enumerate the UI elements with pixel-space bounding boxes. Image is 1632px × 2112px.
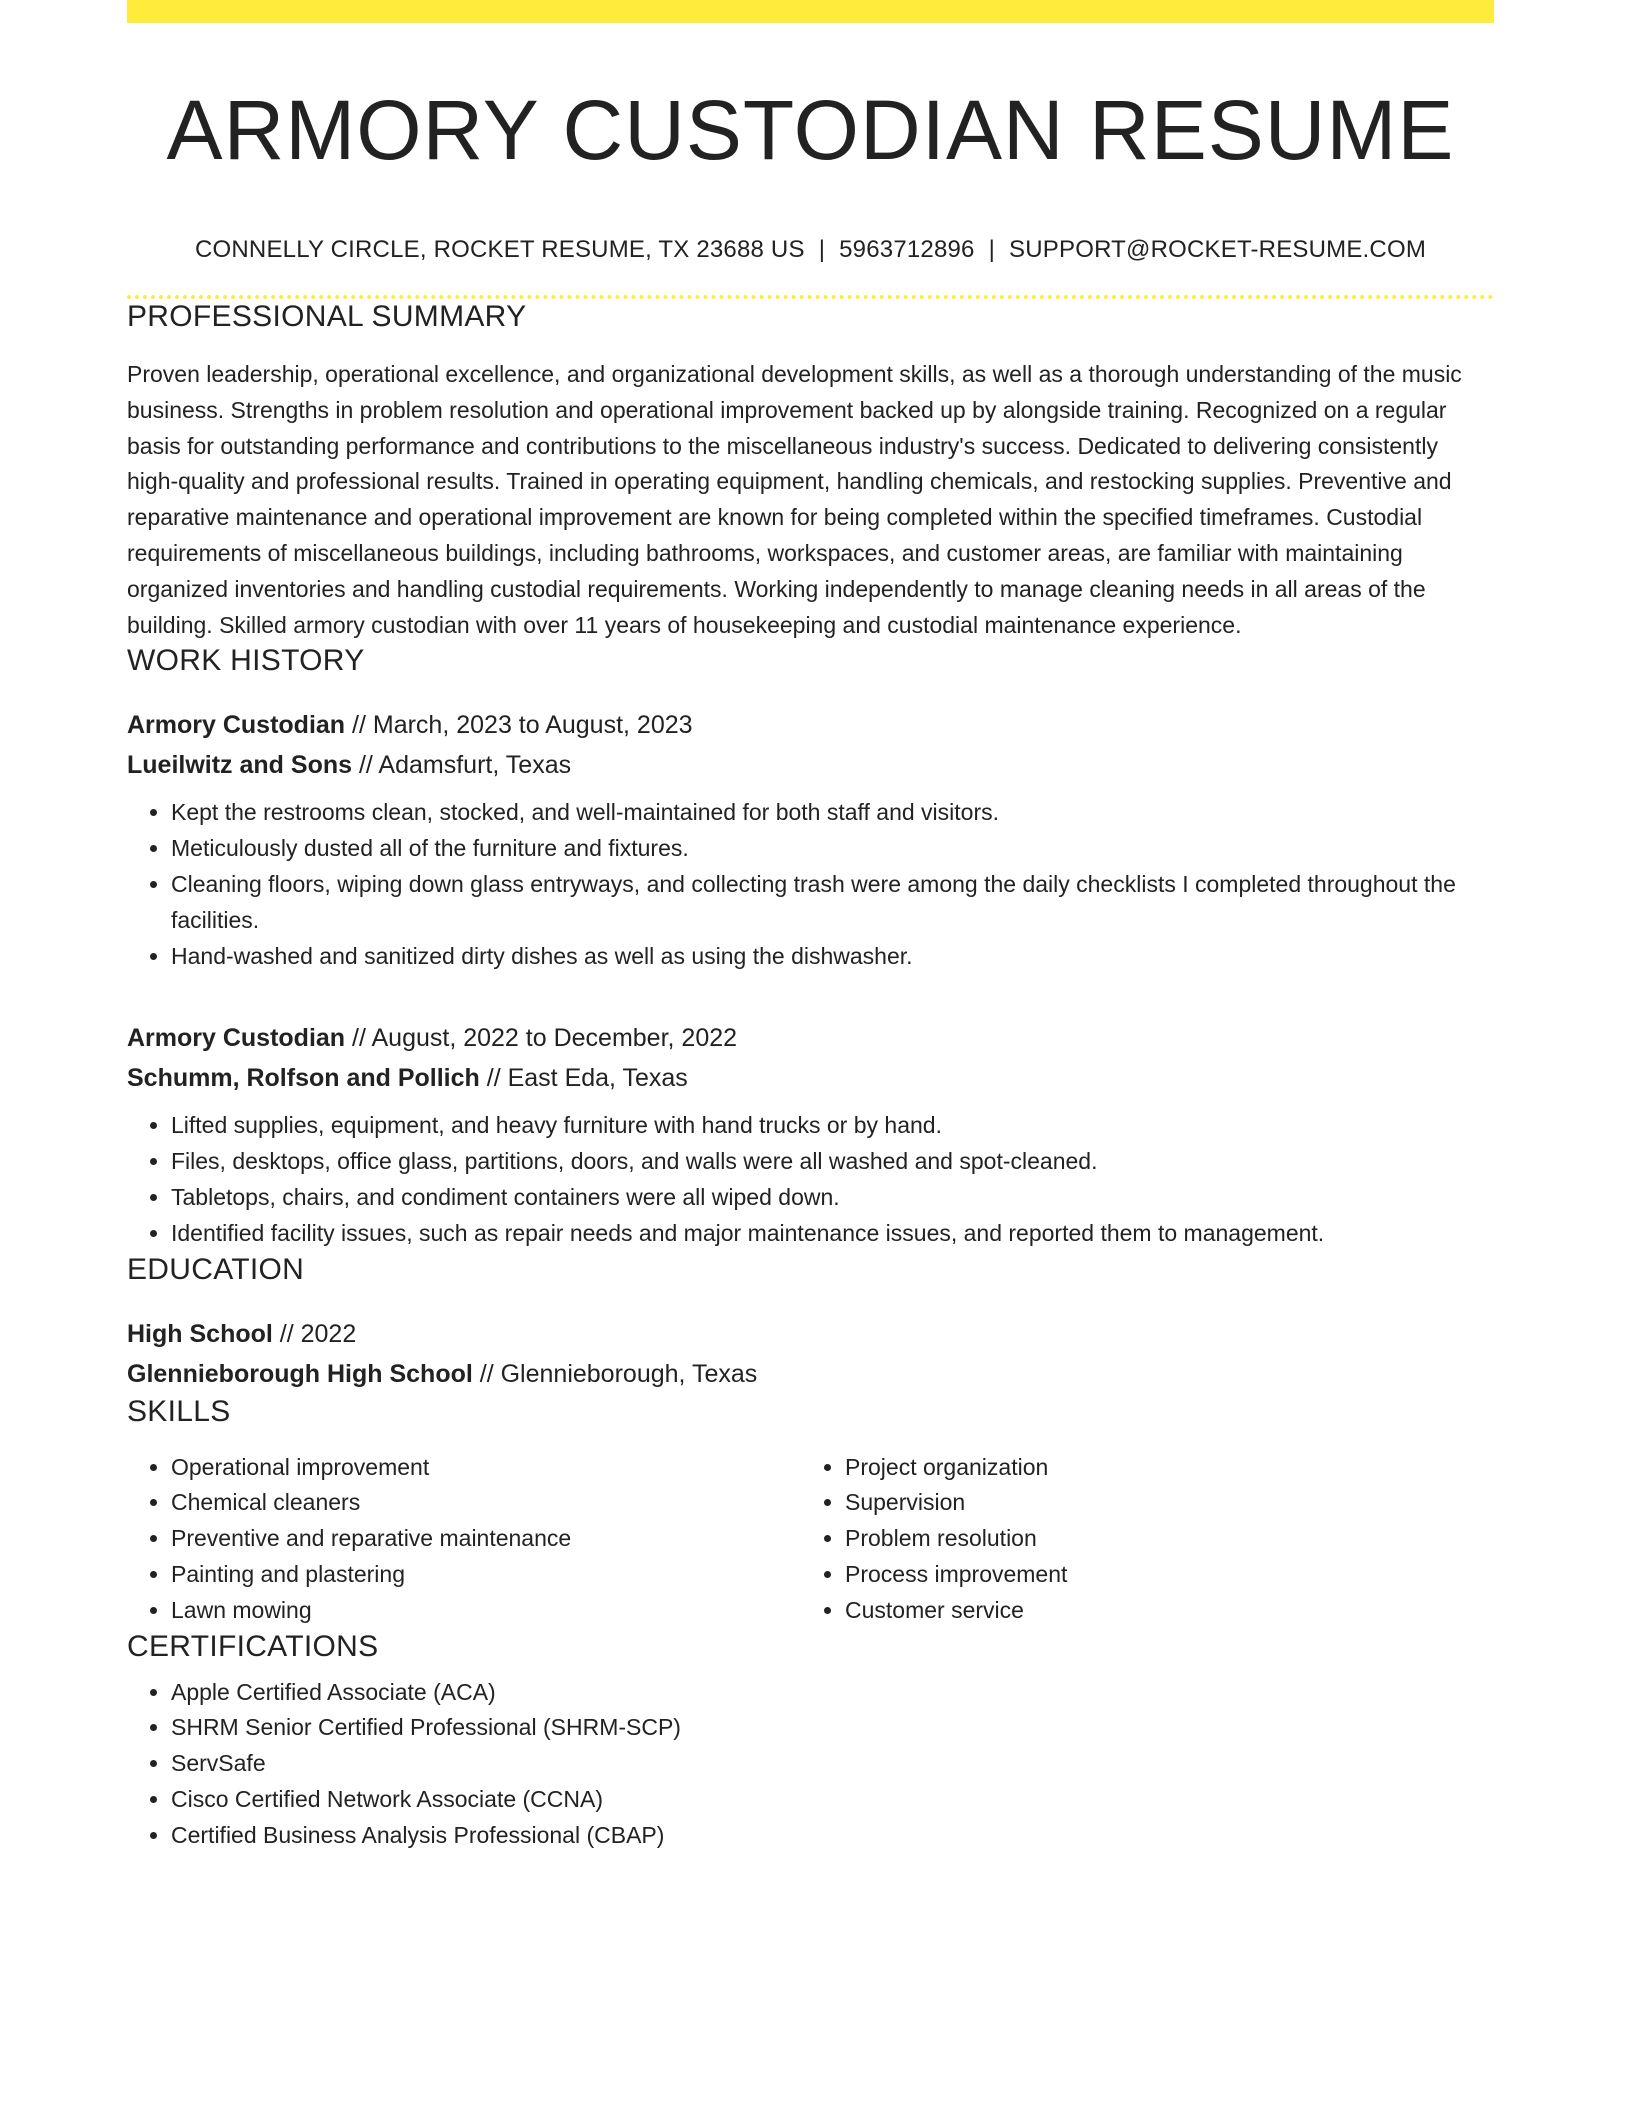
contact-separator: | xyxy=(818,236,826,263)
resume-title: ARMORY CUSTODIAN RESUME xyxy=(166,83,1455,177)
job-title: Armory Custodian xyxy=(127,711,346,740)
job-duties-list xyxy=(127,795,1494,974)
skill-item: • Process improvement xyxy=(845,1557,1475,1593)
job-duty-item: • Meticulously dusted all of the furniture and fixtures. xyxy=(171,831,1494,867)
job-duty-item: • Cleaning floors, wiping down glass entryways, and collecting trash were among the daily checklists I completed throughout the facilities. xyxy=(171,867,1494,939)
contact-phone: 5963712896 xyxy=(839,236,975,263)
contact-address: CONNELLY CIRCLE, ROCKET RESUME, TX 23688 US xyxy=(194,236,805,263)
education-entry xyxy=(127,1314,1494,1394)
job-duty-item: • Hand-washed and sanitized dirty dishes as well as using the dishwasher. xyxy=(171,939,1494,975)
job-location: // Adamsfurt, Texas xyxy=(352,751,572,780)
job-duty-item: • Lifted supplies, equipment, and heavy furniture with hand trucks or by hand. xyxy=(171,1108,1494,1144)
job-duty-item: • Files, desktops, office glass, partitions, doors, and walls were all washed and spot-cleaned. xyxy=(171,1144,1494,1180)
work-history-heading: WORK HISTORY xyxy=(127,644,365,678)
skill-item: • Project organization xyxy=(845,1450,1475,1486)
summary-text: Proven leadership, operational excellence, and organizational development skills, as well as a thorough understanding of the music business. Strengths in problem resolution and operational improvement backed up by alongside training. Recognized on a regular basis for outstanding performance and contributions to the miscellaneous industry's success. Dedicated to delivering consistently high-quality and professional results. Trained in operating equipment, handling chemicals, and restocking supplies. Preventive and reparative maintenance and operational improvement are known for being completed within the specified timeframes. Custodial requirements of miscellaneous buildings, including bathrooms, workspaces, and customer areas, are familiar with maintaining organized inventories and handling custodial requirements. Working independently to manage cleaning needs in all areas of the building. Skilled armory custodian with over 11 years of housekeeping and custodial maintenance experience. xyxy=(127,361,1462,638)
skill-item: • Preventive and reparative maintenance xyxy=(171,1521,801,1557)
job-dates: // August, 2022 to December, 2022 xyxy=(345,1024,738,1053)
contact-line xyxy=(127,234,1494,266)
job-company-line xyxy=(127,1058,1494,1098)
education-degree-line xyxy=(127,1314,1494,1354)
certification-item: • ServSafe xyxy=(171,1746,1494,1782)
job-duties-list xyxy=(127,1108,1494,1251)
contact-email: SUPPORT@ROCKET-RESUME.COM xyxy=(1009,236,1427,263)
skill-item: • Operational improvement xyxy=(171,1450,801,1486)
skills-heading: SKILLS xyxy=(127,1394,231,1428)
skills-grid xyxy=(127,1450,1494,1629)
skill-item: • Customer service xyxy=(845,1593,1475,1629)
job-entry xyxy=(127,1018,1494,1251)
certification-item: • SHRM Senior Certified Professional (SHRM-SCP) xyxy=(171,1710,1494,1746)
education-school: Glennieborough High School xyxy=(127,1359,473,1388)
education-location: // Glennieborough, Texas xyxy=(472,1359,758,1388)
skills-list-left xyxy=(127,1450,801,1629)
job-entry xyxy=(127,705,1494,974)
job-company-line xyxy=(127,745,1494,785)
education-heading: EDUCATION xyxy=(127,1252,305,1286)
job-dates: // March, 2023 to August, 2023 xyxy=(345,711,693,740)
job-location: // East Eda, Texas xyxy=(479,1064,688,1093)
skills-list-right xyxy=(801,1450,1475,1629)
certification-item: • Certified Business Analysis Professional (CBAP) xyxy=(171,1818,1494,1854)
education-degree: High School xyxy=(127,1319,273,1348)
skill-item: • Supervision xyxy=(845,1485,1475,1521)
certifications-heading: CERTIFICATIONS xyxy=(127,1629,379,1663)
job-title-line xyxy=(127,705,1494,745)
job-duty-item: • Identified facility issues, such as repair needs and major maintenance issues, and reported them to management. xyxy=(171,1216,1494,1252)
job-title-line xyxy=(127,1018,1494,1058)
resume-content xyxy=(127,0,1494,1854)
skill-item: • Painting and plastering xyxy=(171,1557,801,1593)
summary-heading: PROFESSIONAL SUMMARY xyxy=(127,300,527,333)
education-year: // 2022 xyxy=(272,1319,357,1348)
skill-item: • Lawn mowing xyxy=(171,1593,801,1629)
contact-separator: | xyxy=(988,236,996,263)
skill-item: • Problem resolution xyxy=(845,1521,1475,1557)
job-company: Lueilwitz and Sons xyxy=(127,751,353,780)
certification-item: • Cisco Certified Network Associate (CCNA) xyxy=(171,1782,1494,1818)
skill-item: • Chemical cleaners xyxy=(171,1485,801,1521)
job-company: Schumm, Rolfson and Pollich xyxy=(127,1064,480,1093)
job-duty-item: • Tabletops, chairs, and condiment containers were all wiped down. xyxy=(171,1180,1494,1216)
job-duty-item: • Kept the restrooms clean, stocked, and well-maintained for both staff and visitors. xyxy=(171,795,1494,831)
certification-item: • Apple Certified Associate (ACA) xyxy=(171,1675,1494,1711)
education-school-line xyxy=(127,1354,1494,1394)
certifications-list xyxy=(127,1675,1494,1854)
job-title: Armory Custodian xyxy=(127,1024,346,1053)
